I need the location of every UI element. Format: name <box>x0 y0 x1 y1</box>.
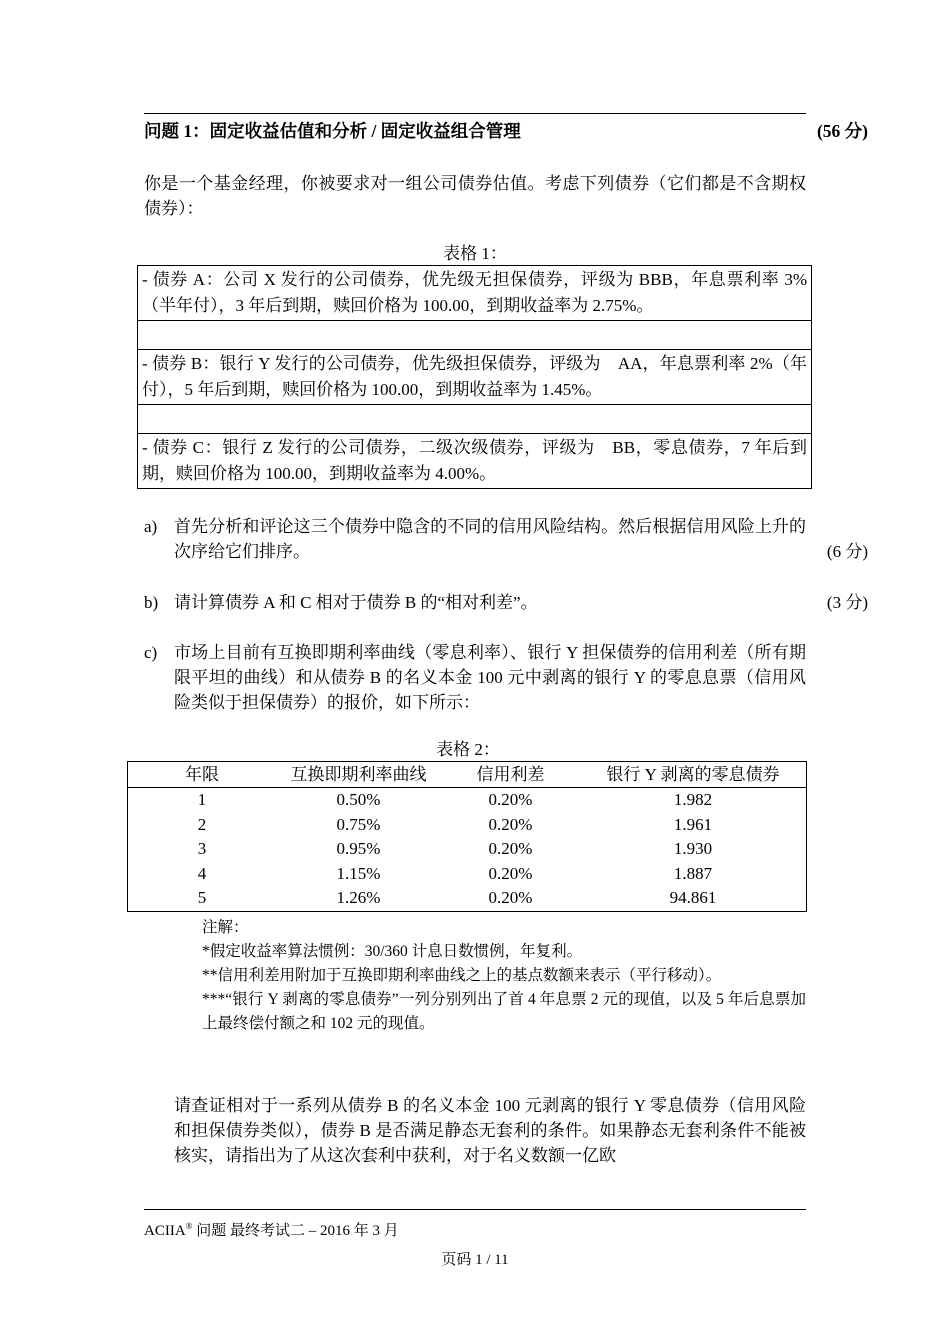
cell-strip: 1.887 <box>673 863 713 883</box>
blank-row <box>138 321 812 350</box>
footer-text: 问题 最终考试二 – 2016 年 3 月 <box>192 1223 399 1239</box>
question-c-label: c) <box>144 643 158 662</box>
question-a-label: a) <box>144 517 158 536</box>
notes-title: 注解： <box>202 919 249 936</box>
note-1: *假定收益率算法惯例：30/360 计息日数惯例，年复利。 <box>202 943 583 960</box>
cell-year: 2 <box>197 814 207 834</box>
cell-spread: 0.20% <box>488 814 533 834</box>
question-b-points: (3 分) <box>826 593 868 612</box>
cell-swap: 0.75% <box>336 814 381 834</box>
intro-paragraph: 你是一个基金经理，你被要求对一组公司债券估值。考虑下列债券（它们都是不含期权债券）： <box>144 174 806 218</box>
header-year: 年限 <box>128 762 277 788</box>
footer-rule <box>144 1209 806 1210</box>
cell-spread: 0.20% <box>488 790 533 809</box>
note-3: ***“银行 Y 剥离的零息债券”一列分别列出了首 4 年息票 2 元的现值，以及 5 年后息票加上最终偿付额之和 102 元的现值。 <box>202 991 806 1032</box>
table-notes <box>202 916 806 1036</box>
bond-c-cell: - 债券 C：银行 Z 发行的公司债券，二级次级债券，评级为 BB，零息债券，7 年后到期，赎回价格为 100.00，到期收益率为 4.00%。 <box>138 434 812 489</box>
cell-year: 4 <box>197 863 207 883</box>
question-a-text: 首先分析和评论这三个债券中隐含的不同的信用风险结构。然后根据信用风险上升的次序给它们排序。 <box>174 517 806 561</box>
table-row <box>128 813 807 838</box>
table-row <box>128 886 807 911</box>
cell-strip: 1.930 <box>673 839 713 859</box>
rates-table <box>127 761 807 912</box>
table-row <box>128 788 807 813</box>
header-swap: 互换即期利率曲线 <box>276 762 441 788</box>
footer-exam-info <box>144 1216 399 1241</box>
cell-spread: 0.20% <box>488 863 533 883</box>
cell-swap: 0.95% <box>336 839 381 859</box>
cell-strip: 1.961 <box>673 814 713 834</box>
cell-swap: 1.26% <box>336 888 381 908</box>
table-row <box>128 837 807 862</box>
header-spread: 信用利差 <box>441 762 580 788</box>
cell-year: 3 <box>197 839 207 859</box>
registered-mark: ® <box>185 1221 193 1231</box>
table-row <box>128 862 807 887</box>
table1-caption: 表格 1： <box>443 244 507 263</box>
question-points: (56 分) <box>816 121 868 141</box>
table2-caption: 表格 2： <box>436 740 500 759</box>
cell-year: 5 <box>197 888 207 908</box>
bond-table <box>137 265 812 489</box>
question-c-text: 市场上目前有互换即期利率曲线（零息利率）、银行 Y 担保债券的信用利差（所有期限平坦的曲线）和从债券 B 的名义本金 100 元中剥离的银行 Y 的零息息票（信用风险类似于担保债券）的报价，如下所示： <box>174 643 806 712</box>
footer-org: ACIIA <box>144 1223 186 1239</box>
cell-swap: 1.15% <box>336 863 381 883</box>
cell-strip: 94.861 <box>669 888 717 908</box>
bond-b-cell: - 债券 B：银行 Y 发行的公司债券，优先级担保债券，评级为 AA，年息票利率 2%（年付），5 年后到期，赎回价格为 100.00，到期收益率为 1.45%。 <box>138 350 812 405</box>
cell-spread: 0.20% <box>488 839 533 859</box>
closing-paragraph: 请查证相对于一系列从债券 B 的名义本金 100 元剥离的银行 Y 零息债券（信用风险和担保债券类似），债券 B 是否满足静态无套利的条件。如果静态无套利条件不能被核实，请指出为了从这次套利中获利，对于名义数额一亿欧 <box>174 1096 806 1165</box>
question-b-text: 请计算债券 A 和 C 相对于债券 B 的“相对利差”。 <box>174 593 538 612</box>
question-title: 问题 1：固定收益估值和分析 / 固定收益组合管理 <box>144 121 521 141</box>
cell-strip: 1.982 <box>673 790 713 809</box>
question-a-points: (6 分) <box>826 542 868 561</box>
question-b-label: b) <box>144 593 159 612</box>
page-number: 页码 1 / 11 <box>441 1252 509 1268</box>
top-rule <box>144 113 806 114</box>
question-heading <box>144 119 868 143</box>
bond-a-cell: - 债券 A：公司 X 发行的公司债券，优先级无担保债券，评级为 BBB，年息票利率 3%（半年付），3 年后到期，赎回价格为 100.00，到期收益率为 2.75%。 <box>138 266 812 321</box>
header-strip: 银行 Y 剥离的零息债券 <box>580 762 807 788</box>
note-2: **信用利差用附加于互换即期利率曲线之上的基点数额来表示（平行移动）。 <box>202 967 722 984</box>
table-header-row <box>128 762 807 788</box>
cell-spread: 0.20% <box>488 888 533 908</box>
cell-swap: 0.50% <box>336 790 381 809</box>
cell-year: 1 <box>197 790 207 809</box>
blank-row <box>138 405 812 434</box>
